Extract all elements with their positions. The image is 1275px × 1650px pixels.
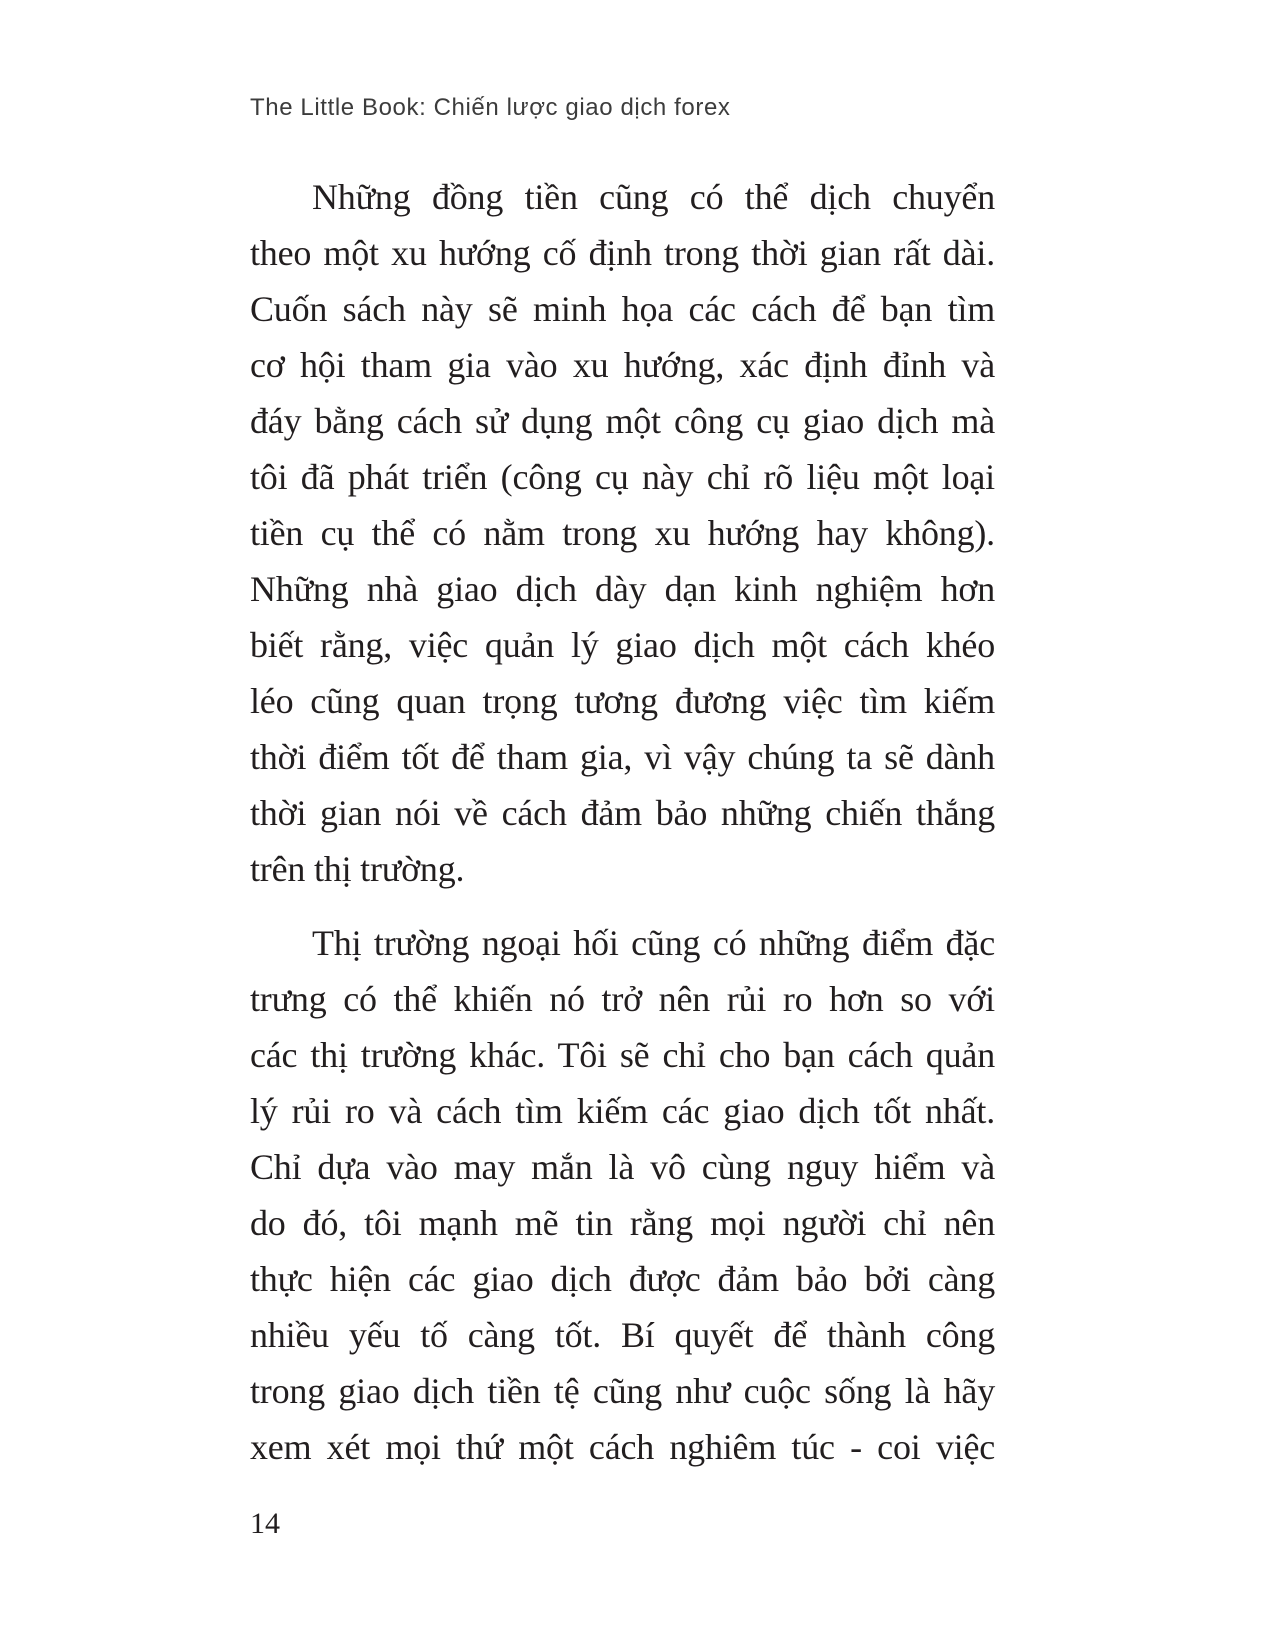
text-line: theo một xu hướng cố định trong thời gian rất dài.	[250, 233, 995, 273]
text-line: trên thị trường.	[250, 849, 465, 889]
text-line: do đó, tôi mạnh mẽ tin rằng mọi người chỉ nên	[250, 1203, 995, 1243]
text-line: đáy bằng cách sử dụng một công cụ giao dịch mà	[250, 401, 995, 441]
text-line: các thị trường khác. Tôi sẽ chỉ cho bạn cách quản	[250, 1035, 995, 1075]
text-line: trưng có thể khiến nó trở nên rủi ro hơn so với	[250, 979, 995, 1019]
paragraph	[250, 169, 995, 897]
text-line: cơ hội tham gia vào xu hướng, xác định đỉnh và	[250, 345, 995, 385]
text-line: thời điểm tốt để tham gia, vì vậy chúng ta sẽ dành	[250, 737, 995, 777]
text-line: Cuốn sách này sẽ minh họa các cách để bạn tìm	[250, 289, 995, 329]
running-header: The Little Book: Chiến lược giao dịch forex	[250, 94, 731, 121]
text-line: Chỉ dựa vào may mắn là vô cùng nguy hiểm và	[250, 1147, 995, 1187]
text-line: Những đồng tiền cũng có thể dịch chuyển	[312, 177, 995, 217]
text-line: thực hiện các giao dịch được đảm bảo bởi càng	[250, 1259, 995, 1299]
text-line: trong giao dịch tiền tệ cũng như cuộc sống là hãy	[250, 1371, 995, 1411]
text-line: thời gian nói về cách đảm bảo những chiến thắng	[250, 793, 995, 833]
text-line: tiền cụ thể có nằm trong xu hướng hay không).	[250, 513, 995, 553]
body-text	[250, 169, 995, 1475]
page-number: 14	[250, 1507, 280, 1540]
text-line: nhiều yếu tố càng tốt. Bí quyết để thành công	[250, 1315, 995, 1355]
text-line: tôi đã phát triển (công cụ này chỉ rõ liệu một loại	[250, 457, 995, 497]
text-line: Những nhà giao dịch dày dạn kinh nghiệm hơn	[250, 569, 995, 609]
text-line: lý rủi ro và cách tìm kiếm các giao dịch tốt nhất.	[250, 1091, 995, 1131]
text-line: biết rằng, việc quản lý giao dịch một cách khéo	[250, 625, 995, 665]
text-line: xem xét mọi thứ một cách nghiêm túc - coi việc	[250, 1427, 995, 1467]
text-line: léo cũng quan trọng tương đương việc tìm kiếm	[250, 681, 995, 721]
paragraph	[250, 915, 995, 1475]
text-line: Thị trường ngoại hối cũng có những điểm đặc	[312, 923, 995, 963]
